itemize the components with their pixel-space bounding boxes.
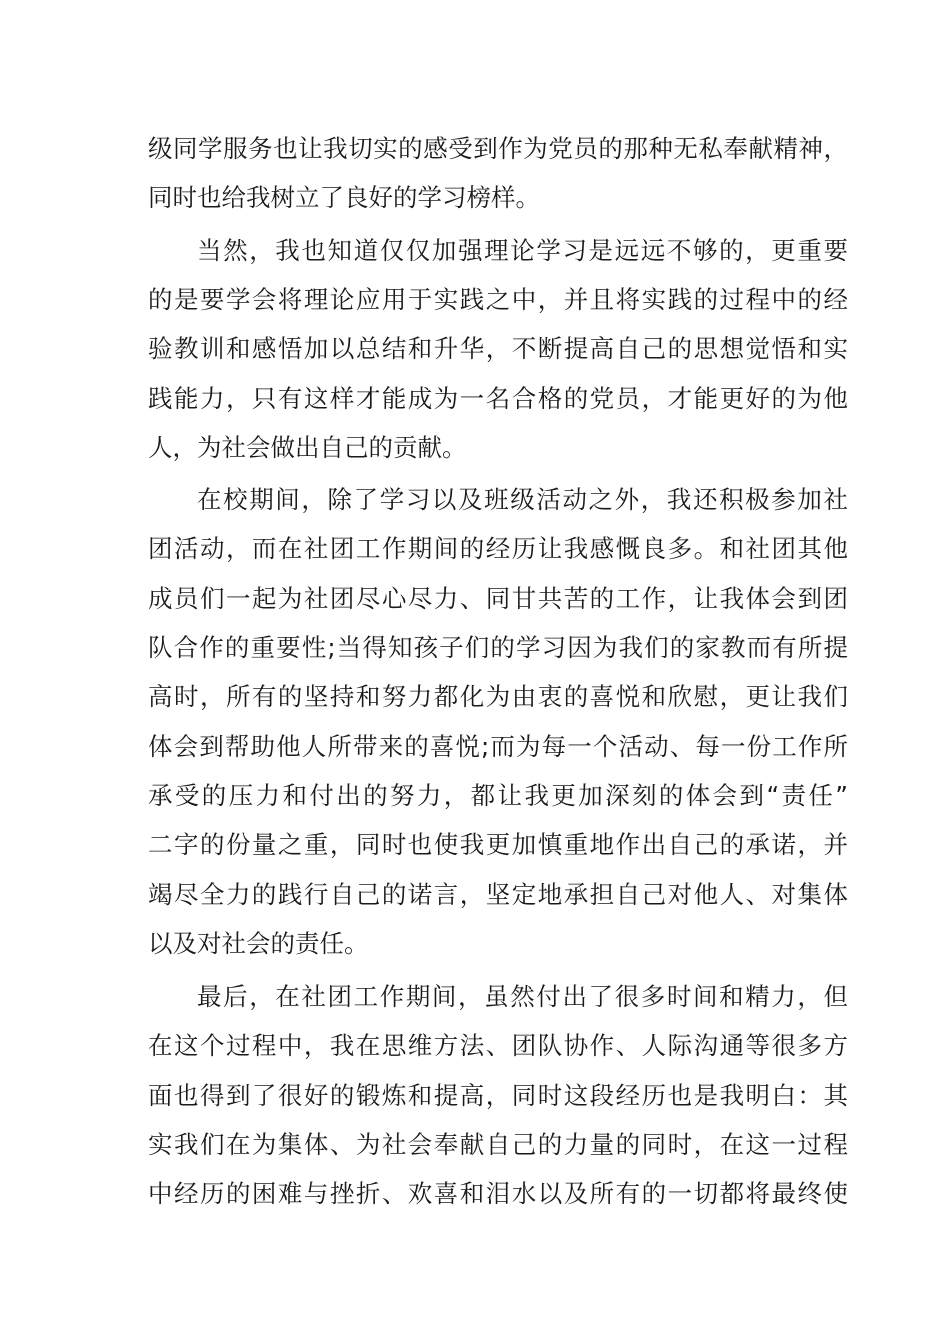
text-line: 承受的压力和付出的努力，都让我更加深刻的体会到“责任” — [148, 781, 848, 810]
text-line: 同时也给我树立了良好的学习榜样。 — [148, 183, 540, 212]
paragraph-first-line: 最后，在社团工作期间，虽然付出了很多时间和精力，但 — [197, 982, 848, 1011]
text-line: 以及对社会的责任。 — [148, 929, 369, 958]
text-line: 级同学服务也让我切实的感受到作为党员的那种无私奉献精神， — [148, 134, 848, 163]
text-line: 实我们在为集体、为社会奉献自己的力量的同时，在这一过程 — [148, 1130, 848, 1159]
text-line: 践能力，只有这样才能成为一名合格的党员，才能更好的为他 — [148, 384, 848, 413]
text-line: 在这个过程中，我在思维方法、团队协作、人际沟通等很多方 — [148, 1031, 848, 1060]
text-line: 团活动，而在社团工作期间的经历让我感慨良多。和社团其他 — [148, 534, 848, 563]
paragraph-first-line: 在校期间，除了学习以及班级活动之外，我还积极参加社 — [197, 485, 848, 514]
text-line: 人，为社会做出自己的贡献。 — [148, 433, 467, 462]
text-line: 的是要学会将理论应用于实践之中，并且将实践的过程中的经 — [148, 285, 848, 314]
text-line: 体会到帮助他人所带来的喜悦;而为每一个活动、每一份工作所 — [148, 732, 848, 761]
text-line: 成员们一起为社团尽心尽力、同甘共苦的工作，让我体会到团 — [148, 584, 848, 613]
text-line: 二字的份量之重，同时也使我更加慎重地作出自己的承诺，并 — [148, 830, 848, 859]
text-line: 面也得到了很好的锻炼和提高，同时这段经历也是我明白：其 — [148, 1081, 848, 1110]
paragraph-first-line: 当然，我也知道仅仅加强理论学习是远远不够的，更重要 — [197, 236, 848, 265]
text-line: 竭尽全力的践行自己的诺言，坚定地承担自己对他人、对集体 — [148, 880, 848, 909]
text-line: 中经历的困难与挫折、欢喜和泪水以及所有的一切都将最终使 — [148, 1179, 848, 1208]
text-line: 队合作的重要性;当得知孩子们的学习因为我们的家教而有所提 — [148, 633, 848, 662]
text-line: 高时，所有的坚持和努力都化为由衷的喜悦和欣慰，更让我们 — [148, 682, 848, 711]
text-line: 验教训和感悟加以总结和升华，不断提高自己的思想觉悟和实 — [148, 334, 848, 363]
